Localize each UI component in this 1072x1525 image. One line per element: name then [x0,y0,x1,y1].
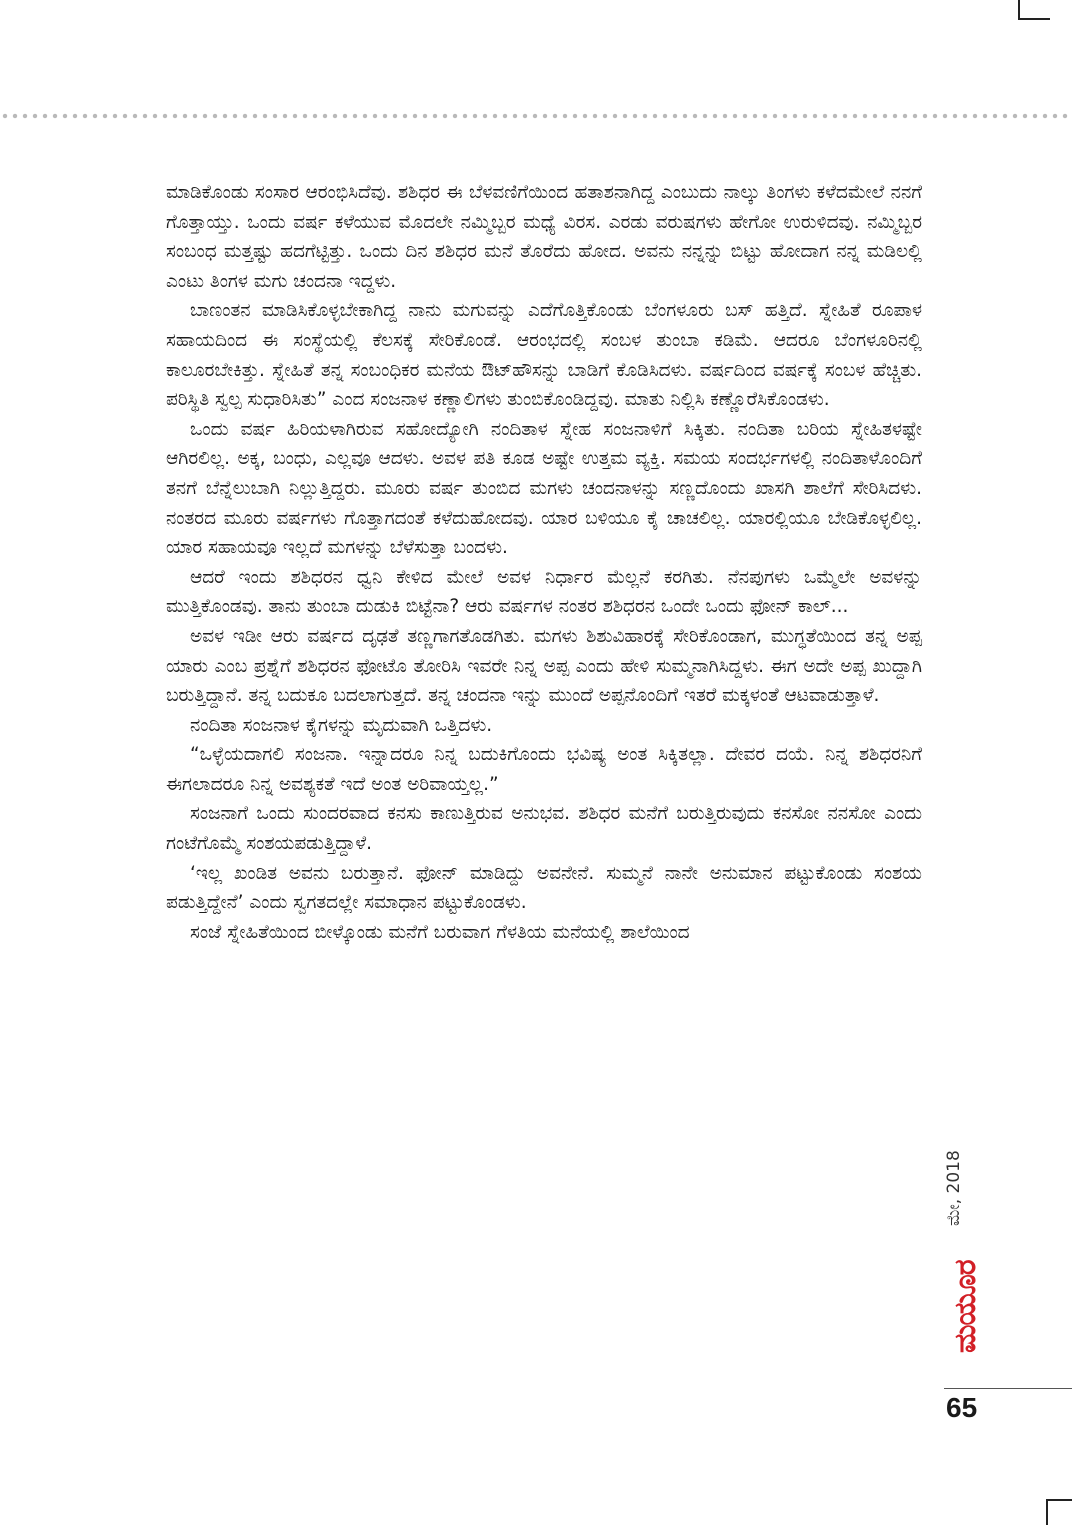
paragraph: “ಒಳ್ಳೆಯದಾಗಲಿ ಸಂಜನಾ. ಇನ್ನಾದರೂ ನಿನ್ನ ಬದುಕಿಗೊಂದು ಭವಿಷ್ಯ ಅಂತ ಸಿಕ್ಕಿತಲ್ಲಾ. ದೇವರ ದಯೆ. ನಿನ್ನ ಶಶಿಧರನಿಗೆ ಈಗಲಾದರೂ ನಿನ್ನ ಅವಶ್ಯಕತೆ ಇದೆ ಅಂತ ಅರಿವಾಯ್ತಲ್ಲ.” [166,744,922,795]
dotted-header-rule [0,113,1072,119]
paragraph: ಮಾಡಿಕೊಂಡು ಸಂಸಾರ ಆರಂಭಿಸಿದೆವು. ಶಶಿಧರ ಈ ಬೆಳವಣಿಗೆಯಿಂದ ಹತಾಶನಾಗಿದ್ದ ಎಂಬುದು ನಾಲ್ಕು ತಿಂಗಳು ಕಳೆದಮೇಲೆ ನನಗೆ ಗೊತ್ತಾಯ್ತು. ಒಂದು ವರ್ಷ ಕಳೆಯುವ ಮೊದಲೇ ನಮ್ಮಿಬ್ಬರ ಮಧ್ಯೆ ವಿರಸ. ಎರಡು ವರುಷಗಳು ಹೇಗೋ ಉರುಳಿದವು. ನಮ್ಮಿಬ್ಬರ ಸಂಬಂಧ ಮತ್ತಷ್ಟು ಹದಗೆಟ್ಟಿತ್ತು. ಒಂದು ದಿನ ಶಶಿಧರ ಮನೆ ತೊರೆದು ಹೋದ. ಅವನು ನನ್ನನ್ನು ಬಿಟ್ಟು ಹೋದಾಗ ನನ್ನ ಮಡಿಲಲ್ಲಿ ಎಂಟು ತಿಂಗಳ ಮಗು ಚಂದನಾ ಇದ್ದಳು. [166,182,922,292]
paragraph: ಬಾಣಂತನ ಮಾಡಿಸಿಕೊಳ್ಳಬೇಕಾಗಿದ್ದ ನಾನು ಮಗುವನ್ನು ಎದೆಗೊತ್ತಿಕೊಂಡು ಬೆಂಗಳೂರು ಬಸ್ ಹತ್ತಿದೆ. ಸ್ನೇಹಿತೆ ರೂಪಾಳ ಸಹಾಯದಿಂದ ಈ ಸಂಸ್ಥೆಯಲ್ಲಿ ಕೆಲಸಕ್ಕೆ ಸೇರಿಕೊಂಡೆ. ಆರಂಭದಲ್ಲಿ ಸಂಬಳ ತುಂಬಾ ಕಡಿಮೆ. ಆದರೂ ಬೆಂಗಳೂರಿನಲ್ಲಿ ಕಾಲೂರಬೇಕಿತ್ತು. ಸ್ನೇಹಿತೆ ತನ್ನ ಸಂಬಂಧಿಕರ ಮನೆಯ ಔಟ್‌ಹೌಸನ್ನು ಬಾಡಿಗೆ ಕೊಡಿಸಿದಳು. ವರ್ಷದಿಂದ ವರ್ಷಕ್ಕೆ ಸಂಬಳ ಹೆಚ್ಚಿತು. ಪರಿಸ್ಥಿತಿ ಸ್ವಲ್ಪ ಸುಧಾರಿಸಿತು” ಎಂದ ಸಂಜನಾಳ ಕಣ್ಣಾಲಿಗಳು ತುಂಬಿಕೊಂಡಿದ್ದವು. ಮಾತು ನಿಲ್ಲಿಸಿ ಕಣ್ಣೊರೆಸಿಕೊಂಡಳು. [166,300,922,411]
paragraph: ಸಂಜೆ ಸ್ನೇಹಿತೆಯಿಂದ ಬೀಳ್ಕೊಂಡು ಮನೆಗೆ ಬರುವಾಗ ಗೆಳತಿಯ ಮನೆಯಲ್ಲಿ ಶಾಲೆಯಿಂದ [190,921,690,943]
issue-date: ಮೇ, 2018 [944,1150,964,1226]
crop-mark-top-right [1018,0,1050,20]
paragraph: ಸಂಜನಾಗೆ ಒಂದು ಸುಂದರವಾದ ಕನಸು ಕಾಣುತ್ತಿರುವ ಅನುಭವ. ಶಶಿಧರ ಮನೆಗೆ ಬರುತ್ತಿರುವುದು ಕನಸೋ ನನಸೋ ಎಂದು ಗಂಟೆಗೊಮ್ಮೆ ಸಂಶಯಪಡುತ್ತಿದ್ದಾಳೆ. [166,803,922,855]
magazine-logo: ಮಯೂರ [948,1260,983,1354]
crop-mark-bottom-right [1046,1499,1072,1525]
paragraph: ಆದರೆ ಇಂದು ಶಶಿಧರನ ಧ್ವನಿ ಕೇಳಿದ ಮೇಲೆ ಅವಳ ನಿರ್ಧಾರ ಮೆಲ್ಲನೆ ಕರಗಿತು. ನೆನಪುಗಳು ಒಮ್ಮೆಲೇ ಅವಳನ್ನು ಮುತ್ತಿಕೊಂಡವು. ತಾನು ತುಂಬಾ ದುಡುಕಿ ಬಿಟ್ಟೆನಾ? ಆರು ವರ್ಷಗಳ ನಂತರ ಶಶಿಧರನ ಒಂದೇ ಒಂದು ಫೋನ್ ಕಾಲ್... [166,566,922,618]
paragraph: ನಂದಿತಾ ಸಂಜನಾಳ ಕೈಗಳನ್ನು ಮೃದುವಾಗಿ ಒತ್ತಿದಳು. [190,714,493,736]
article-body [166,178,922,947]
paragraph: ಅವಳ ಇಡೀ ಆರು ವರ್ಷದ ದೃಢತೆ ತಣ್ಣಗಾಗತೊಡಗಿತು. ಮಗಳು ಶಿಶುವಿಹಾರಕ್ಕೆ ಸೇರಿಕೊಂಡಾಗ, ಮುಗ್ಧತೆಯಿಂದ ತನ್ನ ಅಪ್ಪ ಯಾರು ಎಂಬ ಪ್ರಶ್ನೆಗೆ ಶಶಿಧರನ ಫೋಟೊ ತೋರಿಸಿ ಇವರೇ ನಿನ್ನ ಅಪ್ಪ ಎಂದು ಹೇಳಿ ಸುಮ್ಮನಾಗಿಸಿದ್ದಳು. ಈಗ ಅದೇ ಅಪ್ಪ ಖುದ್ದಾಗಿ ಬರುತ್ತಿದ್ದಾನೆ. ತನ್ನ ಬದುಕೂ ಬದಲಾಗುತ್ತದೆ. ತನ್ನ ಚಂದನಾ ಇನ್ನು ಮುಂದೆ ಅಪ್ಪನೊಂದಿಗೆ ಇತರೆ ಮಕ್ಕಳಂತೆ ಆಟವಾಡುತ್ತಾಳೆ. [166,625,922,707]
paragraph: ಒಂದು ವರ್ಷ ಹಿರಿಯಳಾಗಿರುವ ಸಹೋದ್ಯೋಗಿ ನಂದಿತಾಳ ಸ್ನೇಹ ಸಂಜನಾಳಿಗೆ ಸಿಕ್ಕಿತು. ನಂದಿತಾ ಬರಿಯ ಸ್ನೇಹಿತಳಷ್ಟೇ ಆಗಿರಲಿಲ್ಲ. ಅಕ್ಕ, ಬಂಧು, ಎಲ್ಲವೂ ಆದಳು. ಅವಳ ಪತಿ ಕೂಡ ಅಷ್ಟೇ ಉತ್ತಮ ವ್ಯಕ್ತಿ. ಸಮಯ ಸಂದರ್ಭಗಳಲ್ಲಿ ನಂದಿತಾಳೊಂದಿಗೆ ತನಗೆ ಬೆನ್ನೆಲುಬಾಗಿ ನಿಲ್ಲುತ್ತಿದ್ದರು. ಮೂರು ವರ್ಷ ತುಂಬಿದ ಮಗಳು ಚಂದನಾಳನ್ನು ಸಣ್ಣದೊಂದು ಖಾಸಗಿ ಶಾಲೆಗೆ ಸೇರಿಸಿದಳು. ನಂತರದ ಮೂರು ವರ್ಷಗಳು ಗೊತ್ತಾಗದಂತೆ ಕಳೆದುಹೋದವು. ಯಾರ ಬಳಿಯೂ ಕೈ ಚಾಚಲಿಲ್ಲ. ಯಾರಲ್ಲಿಯೂ ಬೇಡಿಕೊಳ್ಳಲಿಲ್ಲ. ಯಾರ ಸಹಾಯವೂ ಇಲ್ಲದೆ ಮಗಳನ್ನು ಬೆಳೆಸುತ್ತಾ ಬಂದಳು. [166,418,922,559]
sidebar-issue-info [944,1118,988,1378]
paragraph: ‘ಇಲ್ಲ ಖಂಡಿತ ಅವನು ಬರುತ್ತಾನೆ. ಫೋನ್ ಮಾಡಿದ್ದು ಅವನೇನೆ. ಸುಮ್ಮನೆ ನಾನೇ ಅನುಮಾನ ಪಟ್ಟುಕೊಂಡು ಸಂಶಯ ಪಡುತ್ತಿದ್ದೇನೆ’ ಎಂದು ಸ್ವಗತದಲ್ಲೇ ಸಮಾಧಾನ ಪಟ್ಟುಕೊಂಡಳು. [166,862,922,914]
page-number: 65 [946,1392,978,1423]
page-number-rule [944,1388,1072,1389]
